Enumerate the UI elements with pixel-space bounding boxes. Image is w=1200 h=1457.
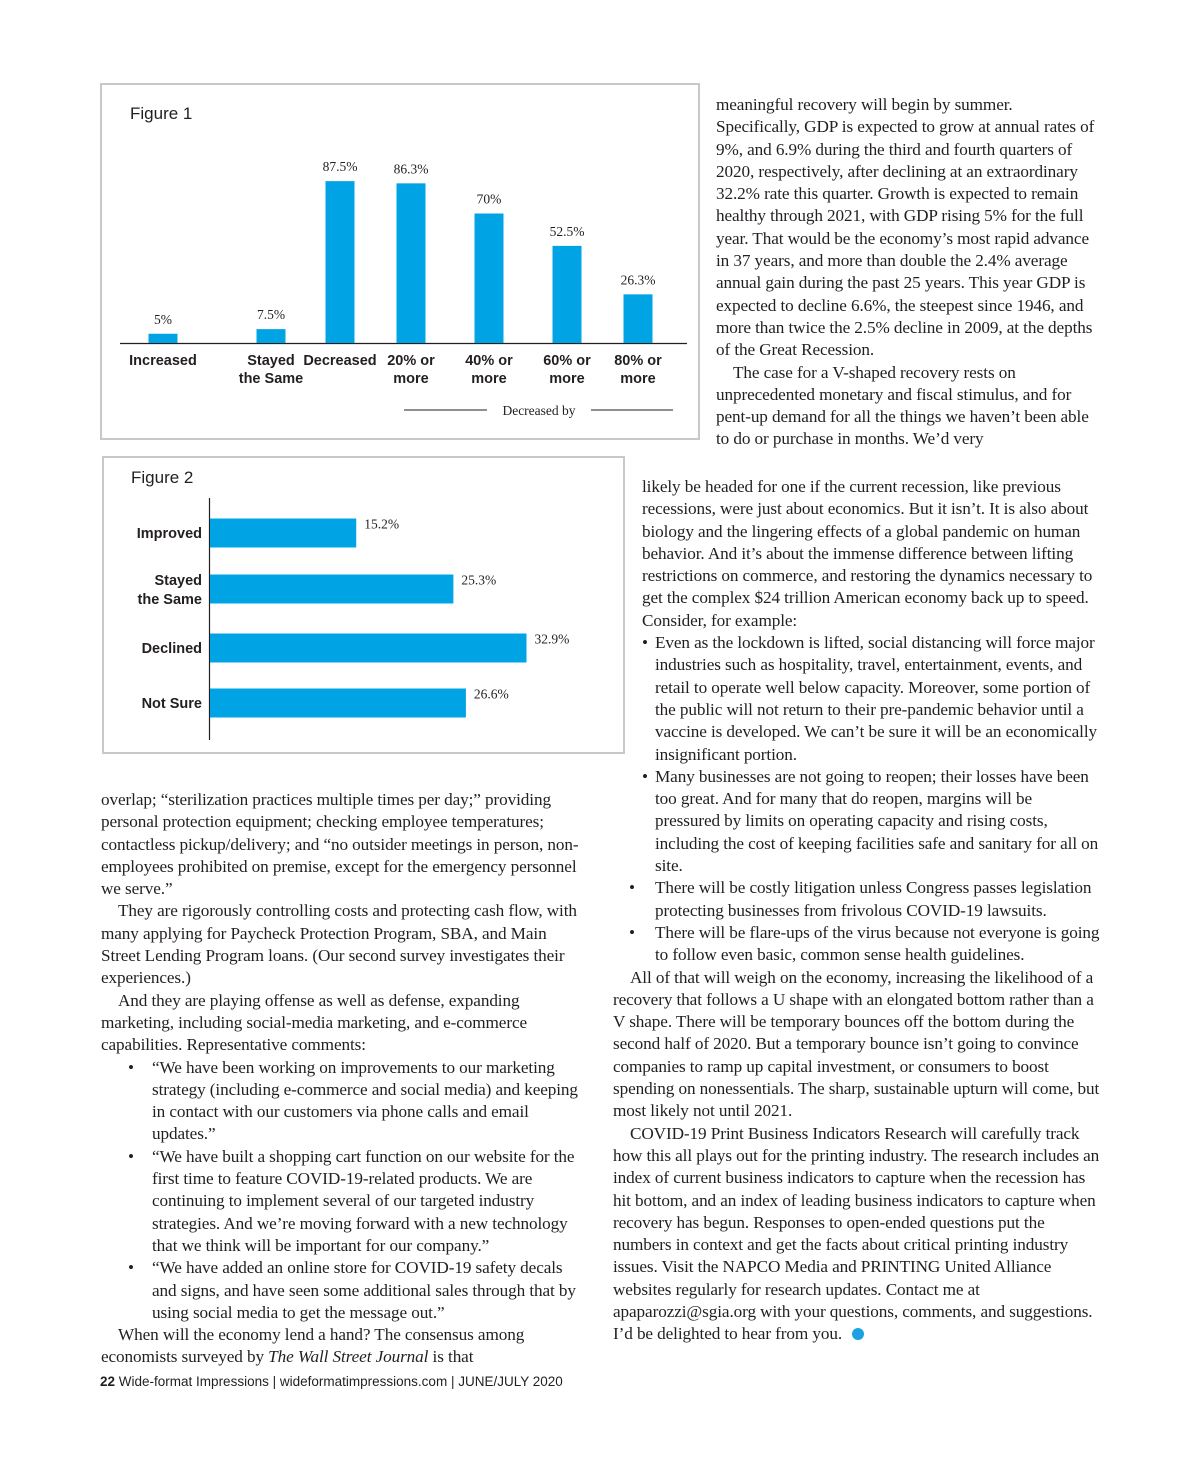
bar [326, 181, 355, 343]
bar-value-label: 52.5% [549, 223, 585, 239]
bullet-item [613, 632, 1100, 766]
category-label: Stayed the Same [137, 573, 202, 608]
right-paragraph: likely be headed for one if the current recession, like previous recessions, were just about economics. But it isn’t. It is also about biology and the lingering effects of a global pandemic on human behavior. And it’s about the immense difference between lifting restrictions on commerce, and restoring the dynamics necessary to get the complex $24 trillion American economy back up to speed. Consider, for example: [642, 477, 1093, 630]
right-paragraph: meaningful recovery will begin by summer. Specifically, GDP is expected to grow at annual rates of 9%, and 6.9% during the third and fourth quarters of 2020, respectively, after declining at an extraordinary 32.2% rate this quarter. Growth is expected to remain healthy through 2021, with GDP rising 5% for the full year. That would be the economy’s most rapid advance in 37 years, and more than double the 2.4% average annual gain during the past 25 years. This year GDP is expected to decline 6.6%, the steepest since 1946, and more than twice the 2.5% decline in 2009, at the depths of the Great Recession. [716, 95, 1095, 360]
figure-2-title: Figure 2 [131, 468, 194, 487]
bar-value-label: 7.5% [256, 307, 286, 323]
bar-value-label: 25.3% [461, 572, 497, 588]
bullet-marker: • [642, 633, 648, 653]
bullet-marker: • [128, 1057, 134, 1077]
footer-separator: | [272, 1374, 277, 1389]
category-label: Increased [129, 353, 197, 369]
bullet-item [613, 877, 1100, 922]
bullet-text: There will be costly litigation unless Congress passes legislation protecting businesses from frivolous COVID-19 lawsuits. [655, 878, 1092, 920]
bar-value-label: 32.9% [534, 631, 570, 647]
bullet-item [101, 1146, 586, 1257]
category-label: 20% or more [387, 353, 435, 387]
figure-2-chart [104, 458, 623, 752]
text-run: is that [428, 1347, 474, 1367]
footer-separator: | [450, 1374, 455, 1389]
bar-value-label: 70% [476, 191, 502, 207]
bullet-marker: • [642, 766, 648, 786]
right-paragraph [613, 1123, 1100, 1346]
bar [257, 329, 286, 343]
publication-name: Wide-format Impressions [118, 1374, 269, 1389]
bar-value-label: 15.2% [364, 516, 400, 532]
right-paragraph: All of that will weigh on the economy, increasing the likelihood of a recovery that follows a U shape with an elongated bottom rather than a V shape. There will be temporary bounces off the bottom during the second half of 2020. But a temporary bounce isn’t going to convince companies to ramp up capital investment, or consumers to boost spending on nonessentials. The sharp, sustainable upturn will come, but most likely not until 2021. [613, 967, 1100, 1121]
bullet-text: Even as the lockdown is lifted, social distancing will force major industries such as hospitality, travel, entertainment, events, and retail to operate well below capacity. Moreover, some portion of the public will not return to their pre-pandemic behavior until a vaccine is developed. We can’t be sure it will be an economically insignificant portion. [655, 633, 1098, 764]
category-label: Not Sure [141, 696, 202, 712]
end-mark-icon [852, 1328, 864, 1340]
category-label: 80% or more [614, 353, 662, 387]
category-label: 40% or more [465, 353, 513, 387]
bullet-text: “We have built a shopping cart function on our website for the first time to feature COVID-19-related products. We are continuing to implement several of our targeted industry strategies. And we’re moving forward with a new technology that we think will be important for our company.” [152, 1146, 575, 1255]
category-label: 60% or more [543, 353, 591, 387]
left-paragraph: overlap; “sterilization practices multiple times per day;” providing personal protection equipment; checking employee temperatures; contactless pickup/delivery; and “no outsider meetings in person, non-employees prohibited on premise, except for the emergency personnel we serve.” [101, 790, 579, 899]
figure-1-title: Figure 1 [130, 104, 193, 123]
bar [210, 689, 466, 718]
bar-value-label: 87.5% [322, 159, 358, 175]
right-column-top [716, 94, 1100, 451]
page-footer [100, 1374, 563, 1389]
issue-date: JUNE/JULY 2020 [458, 1374, 563, 1389]
bullet-text: There will be flare-ups of the virus because not everyone is going to follow even basic, common sense health guidelines. [655, 922, 1100, 965]
publication-title: The Wall Street Journal [268, 1347, 429, 1367]
bullet-item [101, 1257, 586, 1324]
bullet-text: “We have added an online store for COVID-19 safety decals and signs, and have seen some additional sales through that by using social media to get the message out.” [152, 1258, 576, 1322]
left-paragraph: They are rigorously controlling costs and protecting cash flow, with many applying for Paycheck Protection Program, SBA, and Main Street Lending Program loans. (Our second survey investigates their experiences.) [101, 901, 577, 988]
bullet-text: Many businesses are not going to reopen; their losses have been too great. And for many that do reopen, margins will be pressured by limits on operating capacity and rising costs, including the cost of keeping facilities safe and sanitary for all on site. [655, 766, 1099, 876]
category-label: Improved [136, 526, 202, 542]
category-label: Decreased [303, 353, 377, 369]
text-run: When will the economy lend a hand? The consensus among economists surveyed by [101, 1325, 525, 1367]
right-column [613, 476, 1100, 1346]
left-paragraph: And they are playing offense as well as defense, expanding marketing, including social-media marketing, and e-commerce capabilities. Representative comments: [101, 990, 528, 1055]
bar-value-label: 5% [154, 311, 172, 327]
bullet-text: “We have been working on improvements to our marketing strategy (including e-commerce and social media) and keeping in contact with our customers via phone calls and email updates.” [152, 1057, 578, 1144]
figure-2 [102, 456, 625, 754]
page-number: 22 [100, 1374, 116, 1389]
bar-value-label: 26.6% [473, 686, 509, 702]
bar [624, 294, 653, 343]
bar [210, 519, 356, 548]
bullet-marker: • [629, 878, 635, 898]
category-label: Declined [141, 641, 202, 657]
text-run: COVID-19 Print Business Indicators Research will carefully track how this all plays out for the printing industry. The research includes an index of current business indicators to capture when the recession has hit bottom, and an index of leading business indicators to capture when recovery has begun. Responses to open-ended questions put the numbers in context and get the facts about critical printing industry issues. Visit the NAPCO Media and PRINTING United Alliance websites regularly for research updates. Contact me at apaparozzi@sgia.org with your questions, comments, and suggestions. I’d be delighted to hear from you. [613, 1123, 1100, 1344]
bullet-marker: • [128, 1146, 134, 1166]
bar [149, 334, 178, 343]
group-label: Decreased by [502, 403, 576, 418]
figure-1 [100, 83, 700, 440]
right-paragraph: The case for a V-shaped recovery rests on unprecedented monetary and fiscal stimulus, and for pent-up demand for all the things we haven’t been able to do or purchase in months. We’d very [716, 362, 1089, 449]
bullet-item [613, 922, 1100, 967]
left-paragraph [101, 1324, 586, 1369]
bar [553, 246, 582, 343]
bar-value-label: 86.3% [393, 161, 429, 177]
bullet-marker: • [128, 1258, 134, 1278]
bullet-marker: • [629, 922, 635, 942]
left-column [101, 789, 586, 1369]
bar [210, 634, 526, 663]
bar-value-label: 26.3% [620, 272, 656, 288]
bullet-item [101, 1057, 586, 1146]
figure-1-chart [102, 85, 698, 438]
category-label: Stayed the Same [238, 353, 304, 387]
bar [475, 214, 504, 344]
bullet-item [613, 766, 1100, 877]
bar [210, 575, 453, 604]
bar [397, 183, 426, 343]
publication-website: wideformatimpressions.com [279, 1374, 448, 1389]
